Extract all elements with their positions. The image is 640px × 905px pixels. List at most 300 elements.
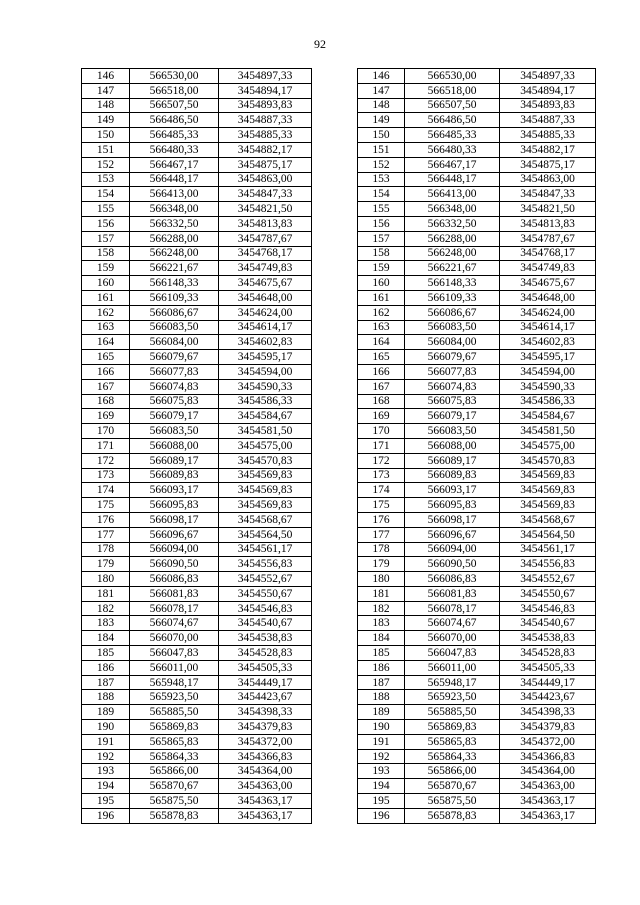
table-row <box>82 69 312 84</box>
point-number-cell: 181 <box>82 586 130 601</box>
x-coordinate-cell: 566074,67 <box>405 616 500 631</box>
x-coordinate-cell: 566086,83 <box>405 572 500 587</box>
x-coordinate-cell: 566083,50 <box>130 320 219 335</box>
point-number-cell: 160 <box>358 276 405 291</box>
point-number-cell: 193 <box>82 764 130 779</box>
table-row <box>82 335 312 350</box>
table-row <box>82 468 312 483</box>
table-row <box>82 172 312 187</box>
y-coordinate-cell: 3454564,50 <box>219 527 312 542</box>
table-row <box>358 113 596 128</box>
table-row <box>358 98 596 113</box>
table-row <box>358 142 596 157</box>
point-number-cell: 159 <box>358 261 405 276</box>
y-coordinate-cell: 3454564,50 <box>500 527 596 542</box>
table-row <box>358 690 596 705</box>
point-number-cell: 174 <box>358 483 405 498</box>
x-coordinate-cell: 566448,17 <box>405 172 500 187</box>
y-coordinate-cell: 3454863,00 <box>219 172 312 187</box>
table-row <box>82 394 312 409</box>
x-coordinate-cell: 566096,67 <box>405 527 500 542</box>
x-coordinate-cell: 566084,00 <box>405 335 500 350</box>
point-number-cell: 148 <box>358 98 405 113</box>
table-row <box>358 246 596 261</box>
table-row <box>82 290 312 305</box>
point-number-cell: 172 <box>82 453 130 468</box>
x-coordinate-cell: 565865,83 <box>405 734 500 749</box>
point-number-cell: 163 <box>82 320 130 335</box>
y-coordinate-cell: 3454372,00 <box>500 734 596 749</box>
point-number-cell: 169 <box>358 409 405 424</box>
point-number-cell: 171 <box>82 438 130 453</box>
y-coordinate-cell: 3454614,17 <box>500 320 596 335</box>
table-row <box>82 379 312 394</box>
y-coordinate-cell: 3454366,83 <box>500 749 596 764</box>
table-row <box>82 305 312 320</box>
y-coordinate-cell: 3454556,83 <box>219 557 312 572</box>
y-coordinate-cell: 3454675,67 <box>500 276 596 291</box>
table-row <box>358 187 596 202</box>
point-number-cell: 191 <box>82 734 130 749</box>
table-row <box>358 720 596 735</box>
point-number-cell: 154 <box>82 187 130 202</box>
point-number-cell: 171 <box>358 438 405 453</box>
y-coordinate-cell: 3454540,67 <box>219 616 312 631</box>
point-number-cell: 164 <box>82 335 130 350</box>
x-coordinate-cell: 566332,50 <box>405 216 500 231</box>
x-coordinate-cell: 566480,33 <box>130 142 219 157</box>
point-number-cell: 184 <box>82 631 130 646</box>
point-number-cell: 189 <box>358 705 405 720</box>
point-number-cell: 176 <box>358 512 405 527</box>
table-row <box>82 409 312 424</box>
table-row <box>358 305 596 320</box>
table-row <box>358 779 596 794</box>
y-coordinate-cell: 3454875,17 <box>219 157 312 172</box>
y-coordinate-cell: 3454366,83 <box>219 749 312 764</box>
y-coordinate-cell: 3454505,33 <box>219 660 312 675</box>
point-number-cell: 177 <box>82 527 130 542</box>
x-coordinate-cell: 565885,50 <box>405 705 500 720</box>
table-row <box>358 498 596 513</box>
x-coordinate-cell: 566088,00 <box>130 438 219 453</box>
y-coordinate-cell: 3454586,33 <box>219 394 312 409</box>
table-row <box>358 512 596 527</box>
coordinates-table-left <box>81 68 312 824</box>
x-coordinate-cell: 566075,83 <box>130 394 219 409</box>
point-number-cell: 150 <box>82 128 130 143</box>
point-number-cell: 194 <box>358 779 405 794</box>
y-coordinate-cell: 3454584,67 <box>500 409 596 424</box>
x-coordinate-cell: 566070,00 <box>405 631 500 646</box>
point-number-cell: 161 <box>82 290 130 305</box>
table-row <box>358 335 596 350</box>
point-number-cell: 161 <box>358 290 405 305</box>
point-number-cell: 160 <box>82 276 130 291</box>
x-coordinate-cell: 565870,67 <box>130 779 219 794</box>
table-row <box>82 646 312 661</box>
y-coordinate-cell: 3454423,67 <box>219 690 312 705</box>
x-coordinate-cell: 566413,00 <box>405 187 500 202</box>
y-coordinate-cell: 3454897,33 <box>500 69 596 84</box>
point-number-cell: 181 <box>358 586 405 601</box>
y-coordinate-cell: 3454364,00 <box>500 764 596 779</box>
y-coordinate-cell: 3454363,17 <box>500 794 596 809</box>
x-coordinate-cell: 565923,50 <box>405 690 500 705</box>
point-number-cell: 182 <box>82 601 130 616</box>
point-number-cell: 180 <box>82 572 130 587</box>
x-coordinate-cell: 566288,00 <box>405 231 500 246</box>
x-coordinate-cell: 566518,00 <box>405 83 500 98</box>
y-coordinate-cell: 3454787,67 <box>500 231 596 246</box>
x-coordinate-cell: 566348,00 <box>405 202 500 217</box>
table-row <box>82 660 312 675</box>
point-number-cell: 186 <box>358 660 405 675</box>
y-coordinate-cell: 3454570,83 <box>219 453 312 468</box>
x-coordinate-cell: 565869,83 <box>405 720 500 735</box>
x-coordinate-cell: 566079,17 <box>130 409 219 424</box>
y-coordinate-cell: 3454569,83 <box>500 468 596 483</box>
y-coordinate-cell: 3454363,00 <box>500 779 596 794</box>
y-coordinate-cell: 3454575,00 <box>500 438 596 453</box>
point-number-cell: 183 <box>82 616 130 631</box>
point-number-cell: 172 <box>358 453 405 468</box>
x-coordinate-cell: 565866,00 <box>405 764 500 779</box>
point-number-cell: 186 <box>82 660 130 675</box>
table-body <box>82 69 312 824</box>
x-coordinate-cell: 566074,67 <box>130 616 219 631</box>
point-number-cell: 149 <box>358 113 405 128</box>
point-number-cell: 158 <box>82 246 130 261</box>
table-row <box>82 113 312 128</box>
x-coordinate-cell: 566109,33 <box>405 290 500 305</box>
point-number-cell: 179 <box>82 557 130 572</box>
table-row <box>358 675 596 690</box>
x-coordinate-cell: 566089,17 <box>130 453 219 468</box>
x-coordinate-cell: 566448,17 <box>130 172 219 187</box>
table-row <box>358 646 596 661</box>
point-number-cell: 194 <box>82 779 130 794</box>
x-coordinate-cell: 566086,67 <box>130 305 219 320</box>
x-coordinate-cell: 566109,33 <box>130 290 219 305</box>
y-coordinate-cell: 3454602,83 <box>219 335 312 350</box>
point-number-cell: 183 <box>358 616 405 631</box>
point-number-cell: 156 <box>82 216 130 231</box>
table-row <box>82 527 312 542</box>
x-coordinate-cell: 566079,17 <box>405 409 500 424</box>
y-coordinate-cell: 3454887,33 <box>219 113 312 128</box>
point-number-cell: 196 <box>358 808 405 823</box>
point-number-cell: 154 <box>358 187 405 202</box>
y-coordinate-cell: 3454556,83 <box>500 557 596 572</box>
x-coordinate-cell: 566518,00 <box>130 83 219 98</box>
x-coordinate-cell: 566288,00 <box>130 231 219 246</box>
y-coordinate-cell: 3454546,83 <box>500 601 596 616</box>
y-coordinate-cell: 3454528,83 <box>500 646 596 661</box>
x-coordinate-cell: 566047,83 <box>405 646 500 661</box>
table-row <box>82 601 312 616</box>
table-row <box>358 794 596 809</box>
point-number-cell: 152 <box>82 157 130 172</box>
x-coordinate-cell: 566148,33 <box>130 276 219 291</box>
y-coordinate-cell: 3454550,67 <box>500 586 596 601</box>
table-row <box>82 572 312 587</box>
x-coordinate-cell: 565878,83 <box>405 808 500 823</box>
y-coordinate-cell: 3454540,67 <box>500 616 596 631</box>
y-coordinate-cell: 3454897,33 <box>219 69 312 84</box>
x-coordinate-cell: 566093,17 <box>405 483 500 498</box>
x-coordinate-cell: 566095,83 <box>130 498 219 513</box>
table-row <box>358 216 596 231</box>
point-number-cell: 189 <box>82 705 130 720</box>
table-row <box>82 705 312 720</box>
point-number-cell: 192 <box>358 749 405 764</box>
x-coordinate-cell: 566078,17 <box>405 601 500 616</box>
y-coordinate-cell: 3454398,33 <box>219 705 312 720</box>
point-number-cell: 184 <box>358 631 405 646</box>
table-row <box>82 690 312 705</box>
y-coordinate-cell: 3454363,00 <box>219 779 312 794</box>
point-number-cell: 164 <box>358 335 405 350</box>
point-number-cell: 195 <box>358 794 405 809</box>
y-coordinate-cell: 3454505,33 <box>500 660 596 675</box>
y-coordinate-cell: 3454893,83 <box>500 98 596 113</box>
table-row <box>358 734 596 749</box>
x-coordinate-cell: 566098,17 <box>130 512 219 527</box>
point-number-cell: 195 <box>82 794 130 809</box>
y-coordinate-cell: 3454363,17 <box>219 794 312 809</box>
point-number-cell: 175 <box>358 498 405 513</box>
table-row <box>358 616 596 631</box>
table-row <box>82 276 312 291</box>
y-coordinate-cell: 3454538,83 <box>219 631 312 646</box>
y-coordinate-cell: 3454594,00 <box>500 364 596 379</box>
table-row <box>358 83 596 98</box>
y-coordinate-cell: 3454372,00 <box>219 734 312 749</box>
point-number-cell: 147 <box>358 83 405 98</box>
x-coordinate-cell: 566083,50 <box>405 320 500 335</box>
point-number-cell: 178 <box>82 542 130 557</box>
table-row <box>82 142 312 157</box>
y-coordinate-cell: 3454749,83 <box>219 261 312 276</box>
table-row <box>82 720 312 735</box>
table-row <box>82 350 312 365</box>
y-coordinate-cell: 3454561,17 <box>219 542 312 557</box>
x-coordinate-cell: 566086,67 <box>405 305 500 320</box>
table-row <box>358 276 596 291</box>
table-row <box>82 764 312 779</box>
y-coordinate-cell: 3454768,17 <box>219 246 312 261</box>
table-row <box>358 483 596 498</box>
y-coordinate-cell: 3454538,83 <box>500 631 596 646</box>
y-coordinate-cell: 3454624,00 <box>219 305 312 320</box>
x-coordinate-cell: 566083,50 <box>130 424 219 439</box>
y-coordinate-cell: 3454449,17 <box>219 675 312 690</box>
table-row <box>358 557 596 572</box>
y-coordinate-cell: 3454528,83 <box>219 646 312 661</box>
y-coordinate-cell: 3454423,67 <box>500 690 596 705</box>
x-coordinate-cell: 566084,00 <box>130 335 219 350</box>
point-number-cell: 149 <box>82 113 130 128</box>
point-number-cell: 165 <box>358 350 405 365</box>
point-number-cell: 153 <box>82 172 130 187</box>
table-row <box>358 320 596 335</box>
table-row <box>358 527 596 542</box>
y-coordinate-cell: 3454590,33 <box>219 379 312 394</box>
y-coordinate-cell: 3454546,83 <box>219 601 312 616</box>
point-number-cell: 196 <box>82 808 130 823</box>
y-coordinate-cell: 3454569,83 <box>219 483 312 498</box>
table-row <box>358 172 596 187</box>
point-number-cell: 177 <box>358 527 405 542</box>
y-coordinate-cell: 3454379,83 <box>219 720 312 735</box>
table-row <box>358 231 596 246</box>
y-coordinate-cell: 3454893,83 <box>219 98 312 113</box>
x-coordinate-cell: 565875,50 <box>130 794 219 809</box>
table-row <box>82 246 312 261</box>
point-number-cell: 167 <box>358 379 405 394</box>
y-coordinate-cell: 3454552,67 <box>500 572 596 587</box>
table-row <box>82 83 312 98</box>
y-coordinate-cell: 3454821,50 <box>219 202 312 217</box>
point-number-cell: 156 <box>358 216 405 231</box>
point-number-cell: 157 <box>82 231 130 246</box>
point-number-cell: 157 <box>358 231 405 246</box>
point-number-cell: 176 <box>82 512 130 527</box>
point-number-cell: 167 <box>82 379 130 394</box>
table-row <box>358 364 596 379</box>
x-coordinate-cell: 566530,00 <box>405 69 500 84</box>
x-coordinate-cell: 566507,50 <box>405 98 500 113</box>
table-row <box>358 350 596 365</box>
point-number-cell: 168 <box>358 394 405 409</box>
point-number-cell: 170 <box>358 424 405 439</box>
table-row <box>358 660 596 675</box>
table-row <box>358 290 596 305</box>
table-row <box>82 424 312 439</box>
y-coordinate-cell: 3454379,83 <box>500 720 596 735</box>
x-coordinate-cell: 566081,83 <box>130 586 219 601</box>
y-coordinate-cell: 3454570,83 <box>500 453 596 468</box>
table-row <box>358 424 596 439</box>
point-number-cell: 148 <box>82 98 130 113</box>
point-number-cell: 162 <box>82 305 130 320</box>
x-coordinate-cell: 566486,50 <box>130 113 219 128</box>
point-number-cell: 185 <box>358 646 405 661</box>
y-coordinate-cell: 3454586,33 <box>500 394 596 409</box>
point-number-cell: 151 <box>82 142 130 157</box>
x-coordinate-cell: 566089,83 <box>130 468 219 483</box>
point-number-cell: 193 <box>358 764 405 779</box>
point-number-cell: 170 <box>82 424 130 439</box>
table-row <box>358 202 596 217</box>
y-coordinate-cell: 3454648,00 <box>219 290 312 305</box>
y-coordinate-cell: 3454398,33 <box>500 705 596 720</box>
y-coordinate-cell: 3454768,17 <box>500 246 596 261</box>
point-number-cell: 188 <box>82 690 130 705</box>
point-number-cell: 163 <box>358 320 405 335</box>
point-number-cell: 187 <box>82 675 130 690</box>
x-coordinate-cell: 566485,33 <box>130 128 219 143</box>
x-coordinate-cell: 566086,83 <box>130 572 219 587</box>
table-row <box>82 675 312 690</box>
x-coordinate-cell: 565864,33 <box>130 749 219 764</box>
x-coordinate-cell: 566074,83 <box>130 379 219 394</box>
table-row <box>358 261 596 276</box>
point-number-cell: 182 <box>358 601 405 616</box>
x-coordinate-cell: 566248,00 <box>405 246 500 261</box>
y-coordinate-cell: 3454813,83 <box>219 216 312 231</box>
x-coordinate-cell: 566098,17 <box>405 512 500 527</box>
table-row <box>358 468 596 483</box>
table-row <box>358 453 596 468</box>
point-number-cell: 146 <box>82 69 130 84</box>
table-row <box>358 586 596 601</box>
x-coordinate-cell: 566011,00 <box>130 660 219 675</box>
x-coordinate-cell: 566507,50 <box>130 98 219 113</box>
y-coordinate-cell: 3454847,33 <box>500 187 596 202</box>
y-coordinate-cell: 3454595,17 <box>500 350 596 365</box>
x-coordinate-cell: 566221,67 <box>405 261 500 276</box>
x-coordinate-cell: 565878,83 <box>130 808 219 823</box>
y-coordinate-cell: 3454885,33 <box>500 128 596 143</box>
y-coordinate-cell: 3454614,17 <box>219 320 312 335</box>
y-coordinate-cell: 3454894,17 <box>219 83 312 98</box>
point-number-cell: 169 <box>82 409 130 424</box>
x-coordinate-cell: 566081,83 <box>405 586 500 601</box>
page-number: 92 <box>314 37 326 51</box>
x-coordinate-cell: 566467,17 <box>130 157 219 172</box>
point-number-cell: 179 <box>358 557 405 572</box>
table-row <box>82 734 312 749</box>
table-row <box>358 631 596 646</box>
table-row <box>82 128 312 143</box>
x-coordinate-cell: 566077,83 <box>405 364 500 379</box>
table-row <box>358 128 596 143</box>
table-row <box>358 69 596 84</box>
x-coordinate-cell: 566047,83 <box>130 646 219 661</box>
x-coordinate-cell: 566486,50 <box>405 113 500 128</box>
x-coordinate-cell: 566090,50 <box>405 557 500 572</box>
x-coordinate-cell: 565870,67 <box>405 779 500 794</box>
table-row <box>358 601 596 616</box>
y-coordinate-cell: 3454749,83 <box>500 261 596 276</box>
point-number-cell: 166 <box>82 364 130 379</box>
point-number-cell: 173 <box>358 468 405 483</box>
y-coordinate-cell: 3454568,67 <box>219 512 312 527</box>
point-number-cell: 146 <box>358 69 405 84</box>
x-coordinate-cell: 566221,67 <box>130 261 219 276</box>
y-coordinate-cell: 3454813,83 <box>500 216 596 231</box>
y-coordinate-cell: 3454882,17 <box>500 142 596 157</box>
x-coordinate-cell: 565948,17 <box>130 675 219 690</box>
table-row <box>358 705 596 720</box>
x-coordinate-cell: 565875,50 <box>405 794 500 809</box>
x-coordinate-cell: 566074,83 <box>405 379 500 394</box>
point-number-cell: 173 <box>82 468 130 483</box>
y-coordinate-cell: 3454363,17 <box>219 808 312 823</box>
table-row <box>82 542 312 557</box>
x-coordinate-cell: 566485,33 <box>405 128 500 143</box>
point-number-cell: 190 <box>82 720 130 735</box>
x-coordinate-cell: 565948,17 <box>405 675 500 690</box>
point-number-cell: 168 <box>82 394 130 409</box>
x-coordinate-cell: 566095,83 <box>405 498 500 513</box>
x-coordinate-cell: 566094,00 <box>130 542 219 557</box>
table-row <box>358 808 596 823</box>
point-number-cell: 174 <box>82 483 130 498</box>
y-coordinate-cell: 3454887,33 <box>500 113 596 128</box>
